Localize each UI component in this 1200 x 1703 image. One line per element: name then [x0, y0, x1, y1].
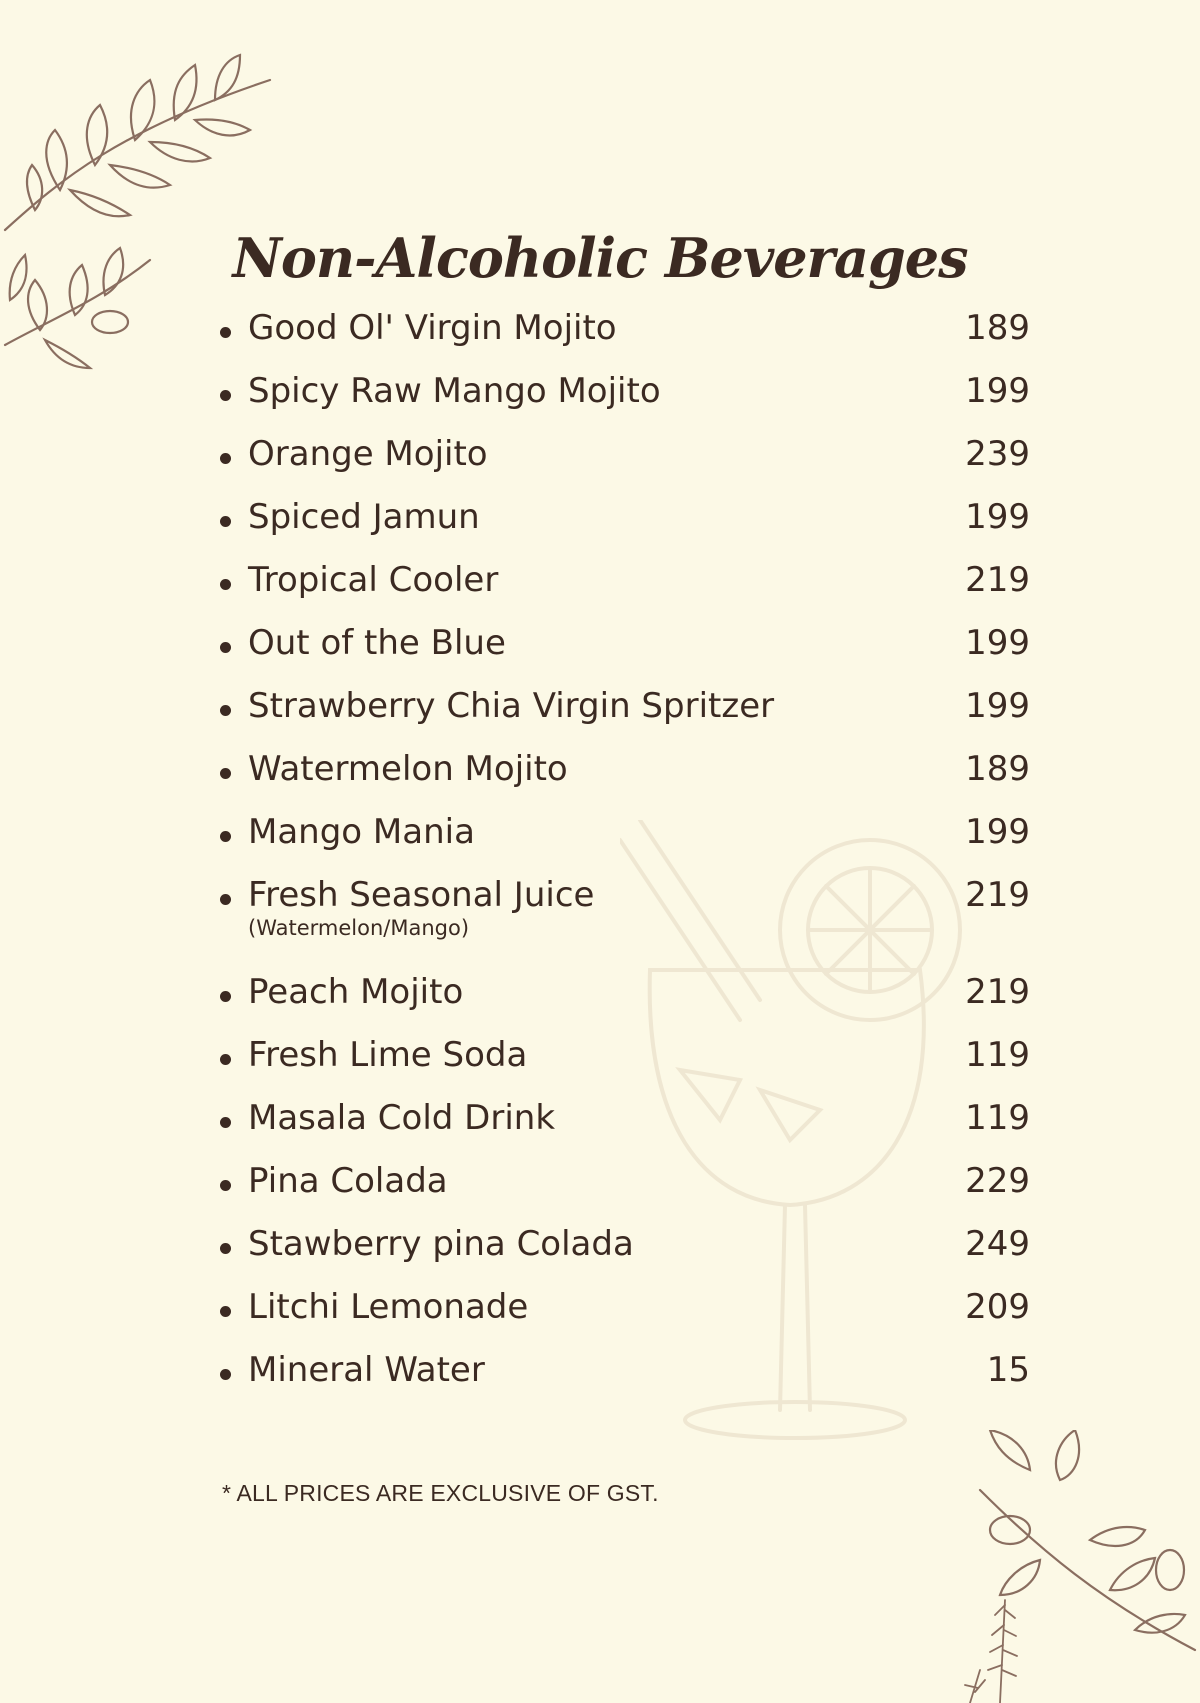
- menu-item: [218, 875, 1030, 976]
- item-name: Mineral Water: [248, 1350, 485, 1390]
- item-name: Fresh Seasonal Juice: [248, 875, 595, 915]
- menu-item: [218, 371, 1030, 438]
- bullet-icon: [220, 579, 231, 590]
- item-name: Orange Mojito: [248, 434, 488, 474]
- bullet-icon: [220, 1054, 231, 1065]
- bullet-icon: [220, 768, 231, 779]
- item-name: Stawberry pina Colada: [248, 1224, 634, 1264]
- item-note: (Watermelon/Mango): [248, 916, 470, 940]
- bullet-icon: [220, 1117, 231, 1128]
- bullet-icon: [220, 1306, 231, 1317]
- bullet-icon: [220, 453, 231, 464]
- bullet-icon: [220, 991, 231, 1002]
- menu-item: [218, 812, 1030, 879]
- item-price: 119: [965, 1098, 1030, 1138]
- bullet-icon: [220, 705, 231, 716]
- item-name: Tropical Cooler: [248, 560, 499, 600]
- menu-item: [218, 1350, 1030, 1417]
- item-price: 199: [965, 497, 1030, 537]
- item-price: 199: [965, 623, 1030, 663]
- menu-item: [218, 1161, 1030, 1228]
- item-name: Masala Cold Drink: [248, 1098, 556, 1138]
- item-price: 119: [965, 1035, 1030, 1075]
- item-price: 199: [965, 812, 1030, 852]
- bullet-icon: [220, 390, 231, 401]
- item-price: 219: [965, 972, 1030, 1012]
- menu-item: [218, 1098, 1030, 1165]
- menu-item: [218, 972, 1030, 1039]
- item-price: 189: [965, 308, 1030, 348]
- item-name: Strawberry Chia Virgin Spritzer: [248, 686, 775, 726]
- item-price: 189: [965, 749, 1030, 789]
- item-name: Watermelon Mojito: [248, 749, 568, 789]
- item-price: 199: [965, 371, 1030, 411]
- olive-branch-bottom-right-icon: [960, 1430, 1200, 1703]
- item-name: Peach Mojito: [248, 972, 464, 1012]
- item-name: Pina Colada: [248, 1161, 448, 1201]
- item-price: 15: [986, 1350, 1030, 1390]
- menu-item: [218, 434, 1030, 501]
- menu-item: [218, 560, 1030, 627]
- item-price: 229: [965, 1161, 1030, 1201]
- menu-item: [218, 623, 1030, 690]
- menu-item: [218, 749, 1030, 816]
- bullet-icon: [220, 894, 231, 905]
- bullet-icon: [220, 1180, 231, 1191]
- item-name: Fresh Lime Soda: [248, 1035, 528, 1075]
- item-price: 249: [965, 1224, 1030, 1264]
- menu-item: [218, 1224, 1030, 1291]
- item-price: 199: [965, 686, 1030, 726]
- menu-item: [218, 497, 1030, 564]
- item-price: 219: [965, 875, 1030, 915]
- item-price: 239: [965, 434, 1030, 474]
- item-name: Good Ol' Virgin Mojito: [248, 308, 617, 348]
- item-price: 219: [965, 560, 1030, 600]
- gst-footnote: * ALL PRICES ARE EXCLUSIVE OF GST.: [222, 1480, 659, 1506]
- bullet-icon: [220, 1243, 231, 1254]
- item-name: Spiced Jamun: [248, 497, 480, 537]
- bullet-icon: [220, 642, 231, 653]
- menu-item: [218, 1287, 1030, 1354]
- menu-item: [218, 686, 1030, 753]
- item-name: Mango Mania: [248, 812, 475, 852]
- bullet-icon: [220, 831, 231, 842]
- bullet-icon: [220, 327, 231, 338]
- item-price: 209: [965, 1287, 1030, 1327]
- item-name: Spicy Raw Mango Mojito: [248, 371, 661, 411]
- item-name: Litchi Lemonade: [248, 1287, 529, 1327]
- menu-item: [218, 308, 1030, 375]
- bullet-icon: [220, 516, 231, 527]
- item-name: Out of the Blue: [248, 623, 506, 663]
- menu-item: [218, 1035, 1030, 1102]
- menu-title: Non-Alcoholic Beverages: [232, 226, 968, 291]
- menu-list: [218, 308, 1030, 1417]
- bullet-icon: [220, 1369, 231, 1380]
